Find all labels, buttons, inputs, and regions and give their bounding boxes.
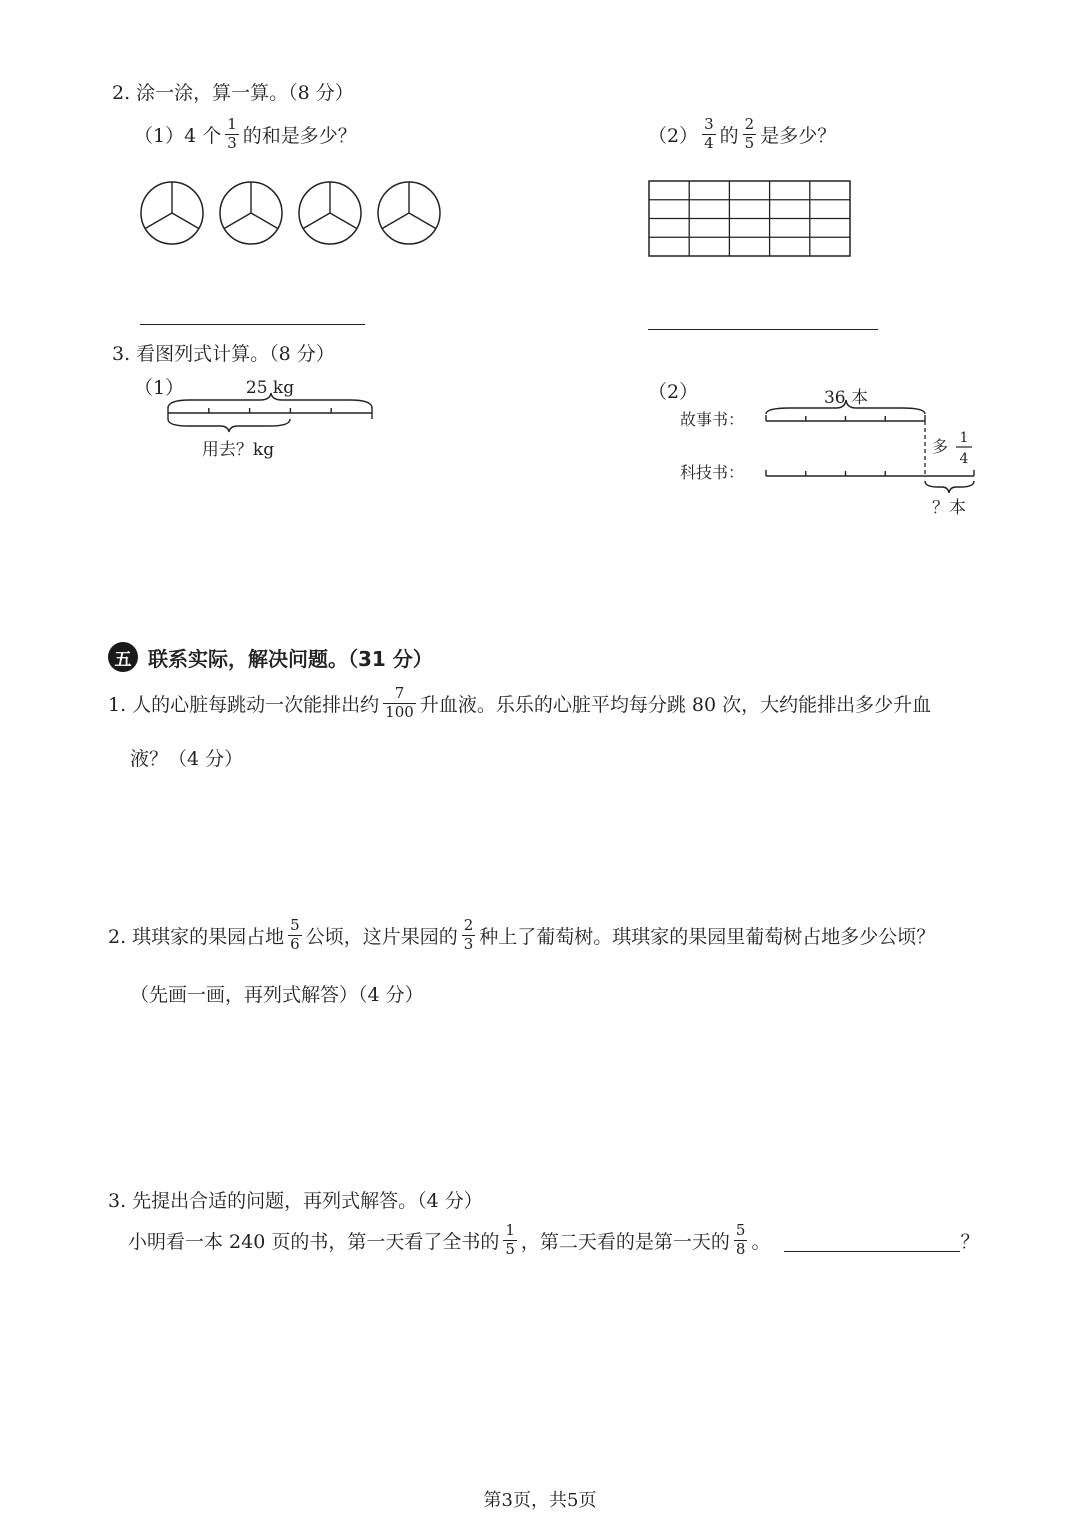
fraction-three-quarters: $\frac{3}{4}$ (704, 115, 714, 152)
problem1-post: 升血液。乐乐的心脏平均每分跳 80 次，大约能排出多少升血 (419, 693, 932, 716)
problem2-line2: （先画一画，再列式解答）（4 分） (130, 984, 424, 1006)
grid-4x5[interactable] (648, 180, 852, 258)
section5-title: 联系实际，解决问题。（31 分） (148, 646, 433, 671)
bottom-brace (168, 419, 290, 432)
q3-part2-diagram (680, 380, 980, 525)
problem3-title: 3. 先提出合适的问题，再列式解答。（4 分） (108, 1190, 483, 1212)
circle-thirds-4[interactable] (378, 182, 440, 244)
more-frac-den: 4 (959, 451, 969, 467)
circle-thirds-2[interactable] (220, 182, 282, 244)
more-label: 多 (932, 437, 949, 456)
circle-thirds-3[interactable] (299, 182, 361, 244)
problem2-post: 种上了葡萄树。琪琪家的果园里葡萄树占地多少公顷？ (479, 925, 936, 948)
problem3-pre: 小明看一本 240 页的书，第一天看了全书的 (128, 1230, 500, 1253)
q3-part1-total-label: 25 kg (245, 378, 295, 398)
q3-part1-used-label: 用去？kg (201, 440, 275, 460)
fraction-one-fifth: $\frac{1}{5}$ (505, 1221, 515, 1258)
q3-part2-label: （2） (648, 381, 699, 403)
problem1-line2: 液？（4 分） (130, 748, 244, 770)
fraction-one-third: $\frac{1}{3}$ (227, 115, 237, 152)
q2-part2-mid: 的 (719, 124, 739, 147)
circles-group (132, 178, 452, 250)
row-story-books: 故事书： (680, 410, 745, 429)
problem3-post: 。 (751, 1230, 771, 1253)
fraction-seven-hundredths: $\frac{7}{100}$ (385, 684, 414, 721)
q2-part2-answer-line[interactable] (648, 329, 878, 330)
extra-brace (925, 481, 974, 493)
q2-part1-prompt (134, 117, 357, 152)
q2-part1-prefix: （1）4 个 (134, 124, 222, 147)
problem1-line1 (108, 686, 931, 721)
problem2-line1 (108, 918, 935, 953)
problem2-mid: 公顷，这片果园的 (305, 925, 458, 948)
section5-header (108, 642, 433, 672)
problem3-end: ？ (960, 1230, 980, 1253)
q2-part1-answer-line[interactable] (140, 324, 365, 325)
question-books: ？本 (932, 498, 966, 518)
section-badge: 五 (108, 642, 138, 672)
more-frac-num: 1 (959, 430, 969, 446)
q3-part1-label: （1） (134, 377, 185, 399)
q2-part2-label: （2） (648, 124, 699, 147)
problem1-pre: 1. 人的心脏每跳动一次能排出约 (108, 693, 380, 716)
circle-thirds-1[interactable] (141, 182, 203, 244)
problem3-line (128, 1223, 980, 1258)
fraction-five-sixths: $\frac{5}{6}$ (290, 916, 300, 953)
page-footer: 第3页，共5页 (483, 1490, 597, 1511)
top-brace (168, 393, 372, 408)
q2-part2-suffix: 是多少？ (760, 124, 837, 147)
q2-title: 2. 涂一涂，算一算。（8 分） (112, 82, 354, 104)
problem3-mid: ，第二天看的是第一天的 (520, 1230, 730, 1253)
q3-part1-diagram (160, 372, 390, 462)
q3-title: 3. 看图列式计算。（8 分） (112, 343, 335, 365)
fraction-two-thirds: $\frac{2}{3}$ (463, 916, 474, 953)
row-tech-books: 科技书： (680, 463, 745, 482)
question-blank[interactable] (784, 1229, 960, 1252)
q2-part1-suffix: 的和是多少？ (242, 124, 357, 147)
q3-part2-top-value: 36 本 (823, 388, 869, 408)
q2-part2-prompt (648, 117, 836, 152)
fraction-two-fifths: $\frac{2}{5}$ (744, 115, 755, 152)
fraction-five-eighths: $\frac{5}{8}$ (735, 1221, 746, 1258)
problem2-pre: 2. 琪琪家的果园占地 (108, 925, 285, 948)
